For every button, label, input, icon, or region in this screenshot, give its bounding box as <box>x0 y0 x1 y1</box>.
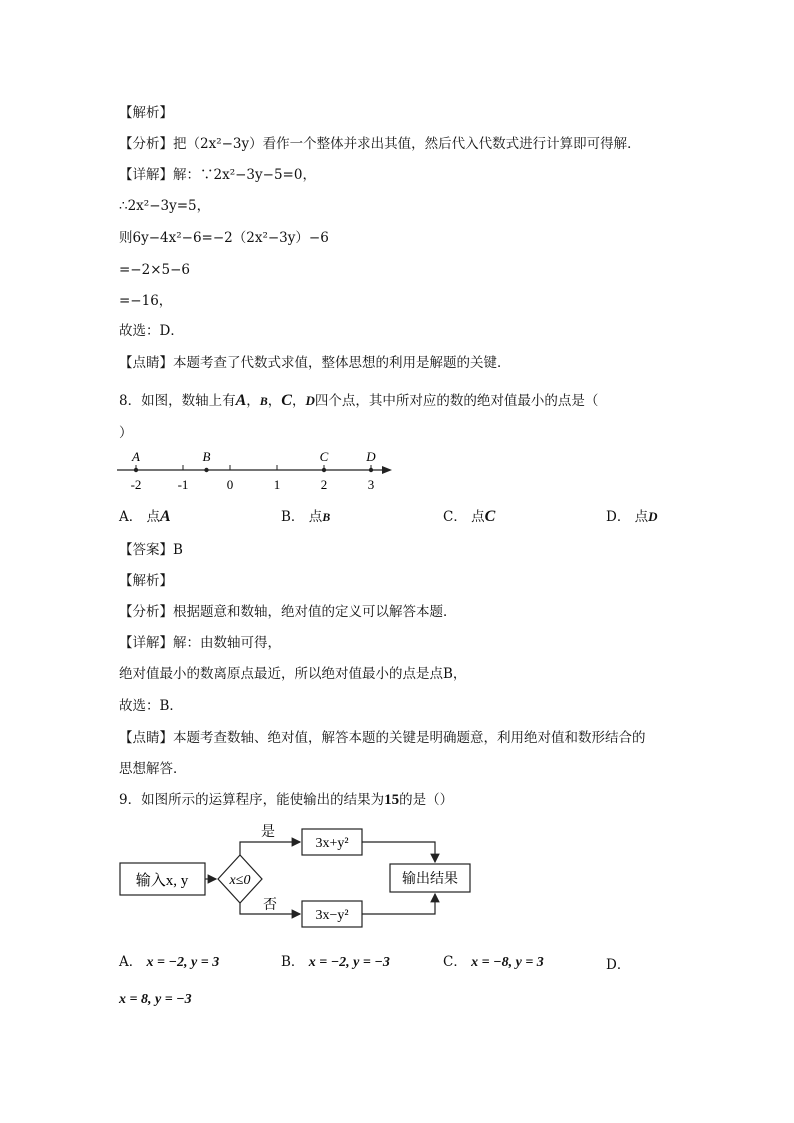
q8-option-d[interactable] <box>606 508 658 526</box>
option-key: B． <box>281 509 305 525</box>
option-key: D． <box>606 509 631 525</box>
q9-option-b[interactable] <box>281 953 390 972</box>
q8-choose: 故选：B． <box>119 698 183 714</box>
option-text: 点 <box>146 509 161 525</box>
q9-option-d[interactable] <box>606 956 630 974</box>
option-point: C <box>484 508 496 525</box>
number-line-point-label: C <box>319 449 329 464</box>
q8-comment-line1: 【点睛】本题考查数轴、绝对值，解答本题的关键是明确题意，利用绝对值和数形结合的 <box>119 730 646 746</box>
option-text: 点 <box>308 509 323 525</box>
number-line-tick-label: 2 <box>320 477 328 492</box>
q8-jiexi-heading: 【解析】 <box>119 573 173 589</box>
q7-jiexi-heading: 【解析】 <box>119 105 173 121</box>
option-key: A． <box>119 954 143 970</box>
flow-yes-path <box>240 842 300 855</box>
option-point: D <box>648 509 658 524</box>
option-key: B． <box>281 954 305 970</box>
q8-option-c[interactable] <box>443 508 495 526</box>
flow-input-label: 输入x, y <box>135 873 189 889</box>
q8-detail: 【详解】解：由数轴可得， <box>119 635 281 651</box>
flow-condition-label: x≤0 <box>229 873 251 888</box>
number-line-point-d <box>369 468 373 472</box>
q9-target-value: 15 <box>384 792 400 808</box>
q8-sep: ， <box>291 393 306 409</box>
flow-no-label: 否 <box>263 898 277 913</box>
q9-stem-prefix: 9．如图所示的运算程序，能使输出的结果为 <box>119 792 385 808</box>
option-text: 点 <box>471 509 485 525</box>
q8-point-a: A <box>235 392 247 409</box>
q7-step3: =−2×5−6 <box>119 262 191 278</box>
option-point: B <box>322 510 331 524</box>
q8-point-d: D <box>305 393 315 408</box>
option-key: C． <box>443 509 467 525</box>
q8-reason: 绝对值最小的数离原点最近，所以绝对值最小的点是点B， <box>119 666 467 682</box>
number-line-arrow <box>382 466 392 474</box>
q8-stem-prefix: 8．如图，数轴上有 <box>119 393 236 409</box>
q8-comment-line2: 思想解答． <box>119 761 187 777</box>
option-expr: x = −8, y = 3 <box>471 955 544 970</box>
q8-option-a[interactable] <box>119 508 171 526</box>
flow-yes-to-output <box>362 842 435 862</box>
q9-option-a[interactable] <box>119 953 219 972</box>
number-line-tick-label: -1 <box>177 477 189 492</box>
q7-analysis: 【分析】把（2x²−3y）看作一个整体并求出其值，然后代入代数式进行计算即可得解． <box>119 136 641 152</box>
number-line-point-label: A <box>132 449 140 464</box>
number-line-tick-label: 0 <box>226 477 234 492</box>
flow-yes-expr: 3x+y² <box>315 836 349 851</box>
flow-no-expr: 3x−y² <box>315 908 349 923</box>
q7-step1: ∴2x²−3y=5， <box>119 198 211 214</box>
q8-option-b[interactable] <box>281 508 330 526</box>
option-point: A <box>160 508 171 525</box>
option-text: 点 <box>634 509 649 525</box>
option-key: C． <box>443 954 467 970</box>
flow-output-label: 输出结果 <box>402 872 458 887</box>
q8-sep: ， <box>246 393 260 409</box>
q7-detail: 【详解】解：∵2x²−3y−5=0， <box>119 167 316 183</box>
q7-choose: 故选：D． <box>119 323 184 339</box>
option-key: D． <box>606 957 631 973</box>
number-line-tick-label: -2 <box>130 477 142 492</box>
q7-step2: 则6y−4x²−6=−2（2x²−3y）−6 <box>119 230 329 246</box>
number-line-point-label: D <box>366 449 376 464</box>
number-line-point-label: B <box>202 449 211 464</box>
q9-stem-suffix: 的是（） <box>399 792 454 808</box>
option-key: A． <box>119 509 143 525</box>
q9-option-c[interactable] <box>443 953 544 972</box>
q8-stem <box>119 392 598 410</box>
option-expr: x = −2, y = 3 <box>146 955 220 970</box>
q7-comment: 【点睛】本题考查了代数式求值，整体思想的利用是解题的关键． <box>119 355 511 371</box>
number-line-tick-label: 1 <box>273 477 281 492</box>
q8-number-line <box>112 444 402 494</box>
number-line-tick-label: 3 <box>367 477 375 492</box>
q8-sep: ， <box>267 393 282 409</box>
q8-analysis: 【分析】根据题意和数轴，绝对值的定义可以解答本题． <box>119 604 457 620</box>
q7-step4: =−16， <box>119 293 173 309</box>
q8-point-b: B <box>259 394 268 408</box>
number-line-point-a <box>134 468 138 472</box>
q9-flowchart <box>110 818 485 930</box>
number-line-point-c <box>322 468 326 472</box>
q9-stem <box>119 791 453 809</box>
q8-point-c: C <box>281 392 292 409</box>
flow-yes-label: 是 <box>261 825 275 840</box>
q9-option-d-expr-line <box>119 990 192 1009</box>
number-line-point-b <box>204 468 208 472</box>
q8-stem-suffix: 四个点，其中所对应的数的绝对值最小的点是（ <box>314 393 599 409</box>
q8-answer: 【答案】B <box>119 542 183 558</box>
option-expr: x = −2, y = −3 <box>308 955 390 970</box>
flow-no-to-output <box>362 894 435 914</box>
option-expr: x = 8, y = −3 <box>119 992 192 1007</box>
q8-stem-close: ） <box>119 425 133 441</box>
